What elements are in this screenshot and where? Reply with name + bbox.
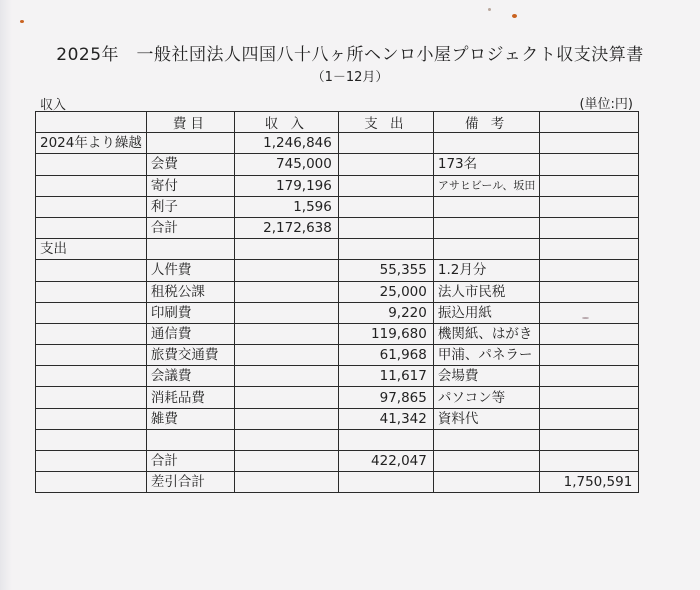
row-item-cell: 印刷費 [146,302,234,323]
row-note-cell: 173名 [433,154,539,175]
row-extra-cell [540,239,639,260]
row-item-cell: 利子 [146,196,234,217]
row-note-cell [433,133,539,154]
document-title: 2025年 一般社団法人四国八十八ヶ所ヘンロ小屋プロジェクト収支決算書 [56,45,644,65]
row-item-cell: 会議費 [146,366,234,387]
row-income-cell: 745,000 [234,154,338,175]
row-extra-cell [540,345,639,366]
section-label-income: 収入 [40,98,67,113]
row-expense-cell: 41,342 [338,408,433,429]
row-expense-cell [338,154,433,175]
row-income-cell: 179,196 [234,175,338,196]
row-extra-cell [540,281,639,302]
row-note-cell [433,451,539,472]
row-income-cell [234,451,338,472]
scan-left-edge [0,0,12,590]
row-group-cell: 2024年より繰越 [36,133,147,154]
row-group-cell [36,472,147,493]
row-item-cell: 租税公課 [146,281,234,302]
table-row [36,366,639,387]
unit-label: (単位:円) [579,97,633,112]
row-group-cell [36,154,147,175]
row-income-cell: 1,246,846 [234,133,338,154]
row-income-cell [234,345,338,366]
row-group-cell [36,302,147,323]
row-extra-cell [540,217,639,238]
row-expense-cell: 55,355 [338,260,433,281]
row-group-cell [36,323,147,344]
row-extra-cell [540,366,639,387]
row-item-cell: 旅費交通費 [146,345,234,366]
table-row [36,196,639,217]
row-expense-cell: 25,000 [338,281,433,302]
row-income-cell: 2,172,638 [234,217,338,238]
table-row [36,239,639,260]
row-item-cell [146,133,234,154]
header-note: 備 考 [433,112,539,133]
row-income-cell: 1,596 [234,196,338,217]
row-income-cell [234,323,338,344]
header-row [36,112,639,133]
row-income-cell [234,260,338,281]
table-row [36,281,639,302]
row-group-cell [36,217,147,238]
row-group-cell [36,366,147,387]
document-period: （1－12月） [311,70,389,85]
row-expense-cell: 11,617 [338,366,433,387]
row-note-cell: 資料代 [433,408,539,429]
row-expense-cell [338,196,433,217]
paper-speck [20,20,24,23]
table-row [36,323,639,344]
row-income-cell [234,472,338,493]
row-note-cell [433,472,539,493]
row-note-cell: パソコン等 [433,387,539,408]
table-row [36,154,639,175]
table-row [36,260,639,281]
row-group-cell [36,429,147,450]
row-group-cell [36,408,147,429]
row-item-cell: 雑費 [146,408,234,429]
row-income-cell [234,408,338,429]
row-income-cell [234,281,338,302]
row-extra-cell [540,133,639,154]
table-row [36,387,639,408]
row-item-cell: 合計 [146,451,234,472]
table-row [36,345,639,366]
row-item-cell: 合計 [146,217,234,238]
row-group-cell [36,281,147,302]
header-expense: 支 出 [338,112,433,133]
row-expense-cell: 422,047 [338,451,433,472]
row-expense-cell [338,239,433,260]
row-expense-cell [338,472,433,493]
row-group-cell [36,196,147,217]
row-item-cell [146,429,234,450]
row-income-cell [234,302,338,323]
row-item-cell: 人件費 [146,260,234,281]
row-income-cell [234,429,338,450]
row-expense-cell: 61,968 [338,345,433,366]
row-item-cell: 寄付 [146,175,234,196]
row-income-cell [234,366,338,387]
row-group-cell [36,260,147,281]
row-note-cell [433,217,539,238]
row-extra-cell [540,323,639,344]
row-group-cell [36,175,147,196]
row-extra-cell [540,451,639,472]
row-expense-cell [338,175,433,196]
row-note-cell: 1.2月分 [433,260,539,281]
header-group [36,112,147,133]
row-expense-cell: 9,220 [338,302,433,323]
row-extra-cell [540,260,639,281]
header-item: 費目 [146,112,234,133]
row-note-cell: 法人市民税 [433,281,539,302]
table-row [36,472,639,493]
row-item-cell: 差引合計 [146,472,234,493]
header-extra [540,112,639,133]
row-group-cell: 支出 [36,239,147,260]
row-group-cell [36,345,147,366]
row-extra-cell [540,302,639,323]
row-expense-cell: 97,865 [338,387,433,408]
table-row [36,133,639,154]
row-note-cell: 振込用紙 [433,302,539,323]
row-note-cell [433,429,539,450]
table-row [36,408,639,429]
row-note-cell [433,239,539,260]
row-expense-cell [338,133,433,154]
row-note-cell: アサヒビール、坂田 [433,175,539,196]
row-expense-cell [338,217,433,238]
header-income: 収 入 [234,112,338,133]
row-extra-cell [540,175,639,196]
table-row [36,451,639,472]
row-note-cell: 会場費 [433,366,539,387]
row-note-cell: 機関紙、はがき [433,323,539,344]
row-extra-cell [540,196,639,217]
row-note-cell: 甲浦、パネラー [433,345,539,366]
row-income-cell [234,239,338,260]
row-item-cell [146,239,234,260]
row-extra-cell [540,429,639,450]
table-row [36,429,639,450]
paper-speck [488,8,491,11]
row-item-cell: 通信費 [146,323,234,344]
row-note-cell [433,196,539,217]
table-row [36,302,639,323]
row-extra-cell [540,408,639,429]
row-item-cell: 消耗品費 [146,387,234,408]
ledger-table [35,111,639,493]
row-extra-cell [540,154,639,175]
row-income-cell [234,387,338,408]
row-expense-cell [338,429,433,450]
row-extra-cell [540,387,639,408]
paper-speck [512,14,517,18]
table-row [36,175,639,196]
row-expense-cell: 119,680 [338,323,433,344]
row-group-cell [36,451,147,472]
row-group-cell [36,387,147,408]
row-extra-cell: 1,750,591 [540,472,639,493]
row-item-cell: 会費 [146,154,234,175]
table-row [36,217,639,238]
